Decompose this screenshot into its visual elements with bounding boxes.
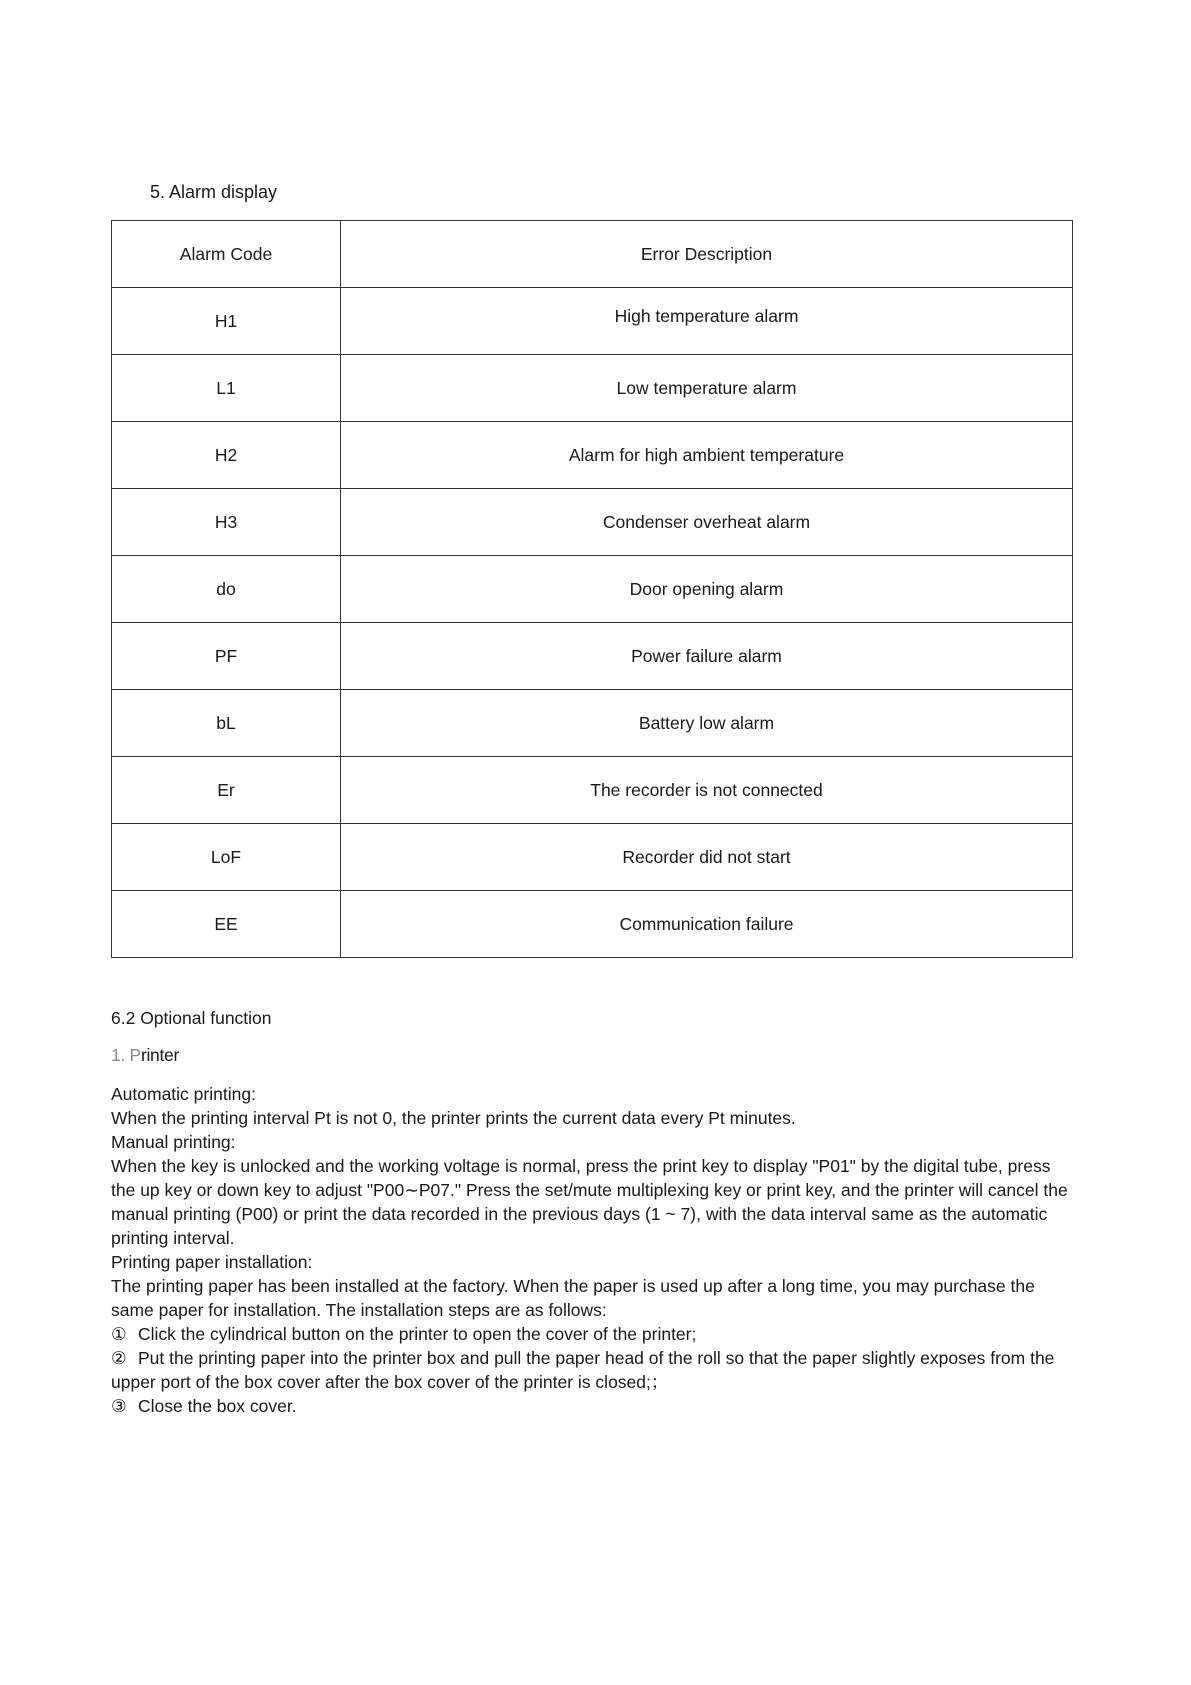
alarm-code: PF bbox=[112, 623, 341, 690]
step-number-marker: ③ bbox=[111, 1396, 127, 1416]
step-number-marker: ② bbox=[111, 1348, 127, 1368]
table-row bbox=[112, 623, 1073, 690]
error-description: Communication failure bbox=[341, 891, 1073, 958]
step-number-marker: ① bbox=[111, 1324, 127, 1344]
alarm-code: H1 bbox=[112, 288, 341, 355]
printer-instructions bbox=[111, 1082, 1071, 1418]
table-header-row bbox=[112, 221, 1073, 288]
step-text: Click the cylindrical button on the printer to open the cover of the printer; bbox=[138, 1324, 697, 1344]
table-row bbox=[112, 489, 1073, 556]
header-alarm-code: Alarm Code bbox=[112, 221, 341, 288]
automatic-printing-label: Automatic printing: bbox=[111, 1084, 256, 1104]
printer-heading-text: rinter bbox=[140, 1045, 180, 1065]
alarm-code: H2 bbox=[112, 422, 341, 489]
manual-printing-text: When the key is unlocked and the working voltage is normal, press the print key to display "P01" by the digital tube, press the up key or down key to adjust "P00∼P07." Press the set/mute multiplexing key or print key, and the printer will cancel the manual printing (P00) or print the data recorded in the previous days (1 ~ 7), with the data interval same as the automatic printing interval. bbox=[111, 1156, 1068, 1248]
header-error-description: Error Description bbox=[341, 221, 1073, 288]
table-row bbox=[112, 824, 1073, 891]
error-description: Alarm for high ambient temperature bbox=[341, 422, 1073, 489]
table-row bbox=[112, 288, 1073, 355]
step-text: Close the box cover. bbox=[138, 1396, 297, 1416]
printer-heading-number: 1. P bbox=[111, 1045, 141, 1065]
error-description: Condenser overheat alarm bbox=[341, 489, 1073, 556]
alarm-code: Er bbox=[112, 757, 341, 824]
error-description: Door opening alarm bbox=[341, 556, 1073, 623]
table-row bbox=[112, 422, 1073, 489]
alarm-table bbox=[111, 220, 1073, 958]
error-description: Power failure alarm bbox=[341, 623, 1073, 690]
error-description: Low temperature alarm bbox=[341, 355, 1073, 422]
alarm-code: H3 bbox=[112, 489, 341, 556]
optional-function-heading: 6.2 Optional function bbox=[111, 1008, 272, 1028]
paper-installation-label: Printing paper installation: bbox=[111, 1252, 313, 1272]
error-description: Recorder did not start bbox=[341, 824, 1073, 891]
error-description: Battery low alarm bbox=[341, 690, 1073, 757]
table-row bbox=[112, 757, 1073, 824]
table-row bbox=[112, 690, 1073, 757]
paper-installation-text: The printing paper has been installed at the factory. When the paper is used up after a long time, you may purchase the same paper for installation. The installation steps are as follows: bbox=[111, 1276, 1035, 1320]
table-row bbox=[112, 355, 1073, 422]
step-text: Put the printing paper into the printer box and pull the paper head of the roll so that the paper slightly exposes from the upper port of the box cover after the box cover of the printer is closed;； bbox=[111, 1348, 1055, 1392]
error-description: The recorder is not connected bbox=[341, 757, 1073, 824]
installation-step bbox=[111, 1322, 1071, 1346]
installation-step bbox=[111, 1394, 1071, 1418]
error-description: High temperature alarm bbox=[341, 288, 1073, 355]
manual-printing-label: Manual printing: bbox=[111, 1132, 236, 1152]
alarm-code: L1 bbox=[112, 355, 341, 422]
table-row bbox=[112, 891, 1073, 958]
alarm-code: EE bbox=[112, 891, 341, 958]
table-row bbox=[112, 556, 1073, 623]
installation-step bbox=[111, 1346, 1071, 1394]
alarm-code: do bbox=[112, 556, 341, 623]
printer-heading bbox=[111, 1044, 179, 1066]
alarm-code: LoF bbox=[112, 824, 341, 891]
automatic-printing-text: When the printing interval Pt is not 0, the printer prints the current data every Pt minutes. bbox=[111, 1108, 796, 1128]
alarm-code: bL bbox=[112, 690, 341, 757]
section-title: 5. Alarm display bbox=[150, 182, 278, 202]
